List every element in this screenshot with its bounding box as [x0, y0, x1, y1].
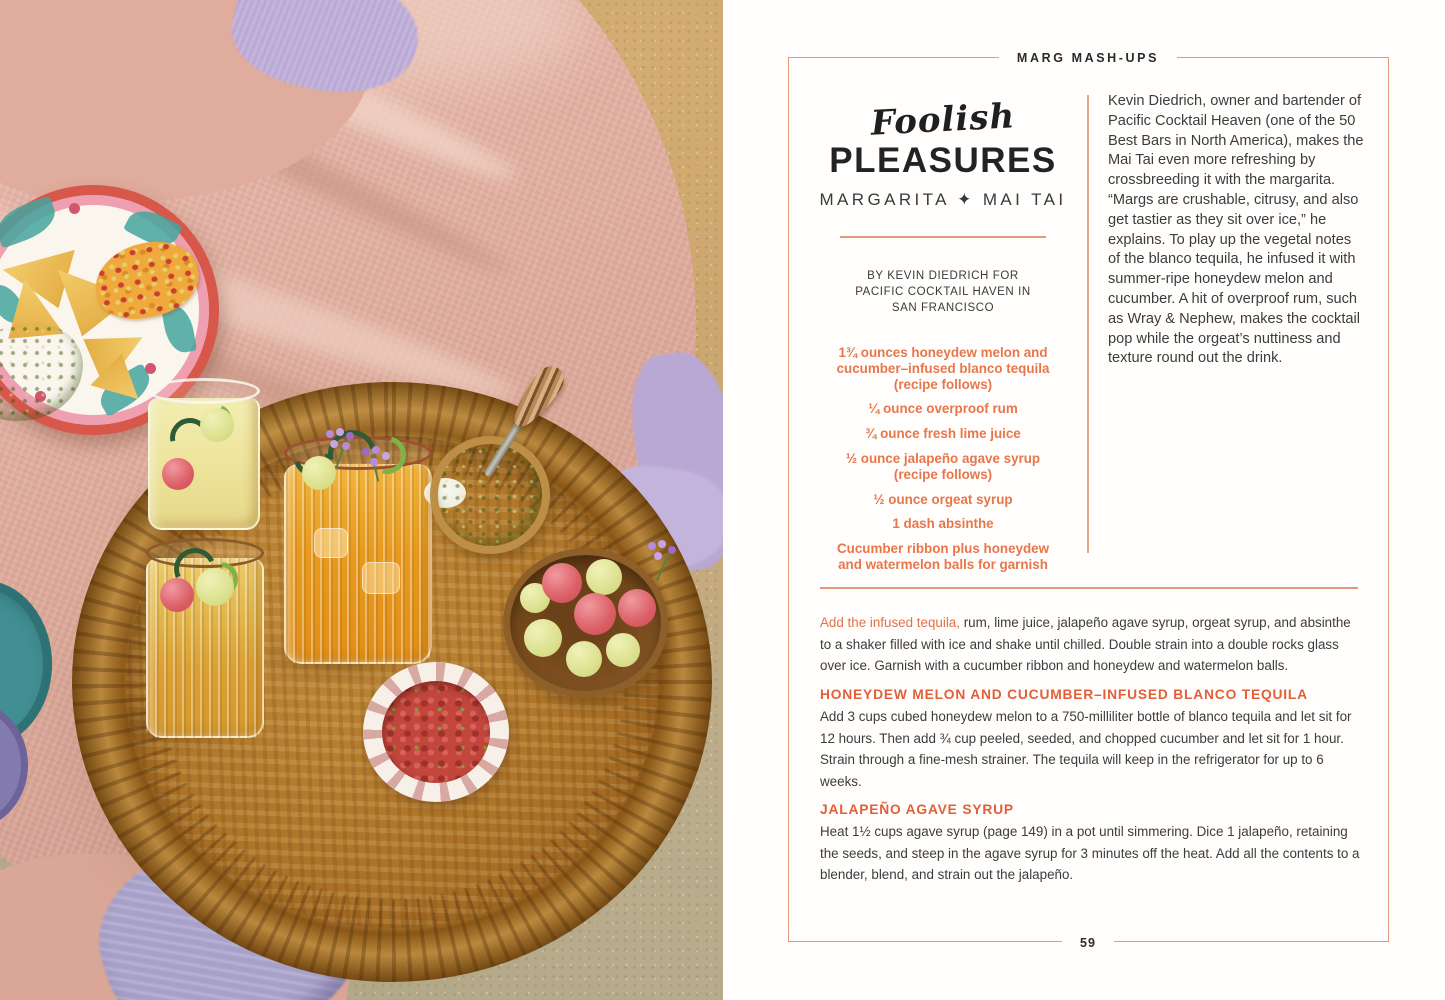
- flower-petal: [362, 448, 370, 456]
- flower-petal: [382, 452, 390, 460]
- byline-line: SAN FRANCISCO: [891, 302, 995, 314]
- page-number: 59: [1062, 936, 1114, 950]
- instructions-lead: Add the infused tequila,: [820, 615, 960, 630]
- watermelon-salsa-dish: [363, 662, 509, 802]
- flower-petal: [372, 446, 380, 454]
- byline: [815, 268, 1071, 316]
- page-header: MARG MASH-UPS: [999, 51, 1177, 65]
- glass-rim: [148, 378, 260, 404]
- byline-line: BY KEVIN DIEDRICH FOR: [867, 270, 1019, 282]
- ingredient-list: [824, 345, 1062, 573]
- watermelon-ball: [618, 589, 656, 627]
- byline-line: PACIFIC COCKTAIL HAVEN IN: [855, 286, 1031, 298]
- flower-petal: [326, 430, 334, 438]
- ingredient-item: Cucumber ribbon plus honeydew and watermelon balls for garnish: [836, 541, 1050, 572]
- purple-flower-cluster: [360, 446, 396, 486]
- plate-flower-dot: [145, 363, 156, 374]
- title-script: Foolish: [869, 96, 1017, 144]
- instructions-paragraph: [820, 612, 1360, 677]
- watermelon-ball: [574, 593, 616, 635]
- cocktail-glass-orange: [284, 442, 432, 664]
- cocktail-glass-pale: [148, 382, 260, 530]
- subrecipe-body-tequila: Add 3 cups cubed honeydew melon to a 750-milliliter bottle of blanco tequila and let sit for 12 hours. Then add ¾ cup peeled, seeded, and chopped cucumber and let sit for 1 hour. Strain through a fine-mesh strainer. The tequila will keep in the refrigerator for up to 6 weeks.: [820, 709, 1352, 789]
- honeydew-ball: [200, 408, 234, 442]
- recipe-title-column: [815, 96, 1071, 582]
- section-rule: [820, 587, 1358, 589]
- ingredient-item: ¾ ounce fresh lime juice: [865, 426, 1021, 442]
- flower-petal: [648, 542, 656, 550]
- flower-petal: [346, 432, 354, 440]
- flower-petal: [658, 540, 666, 548]
- honeydew-ball: [196, 568, 234, 606]
- glass-ribs: [284, 464, 432, 664]
- ingredient-item: ½ ounce jalapeño agave syrup (recipe follows): [845, 450, 1041, 482]
- title-subtitle: MARGARITA ✦ MAI TAI: [819, 190, 1067, 209]
- watermelon-ball: [162, 458, 194, 490]
- flower-petal: [336, 428, 344, 436]
- ice-cube: [362, 562, 400, 594]
- subrecipe-heading-tequila: HONEYDEW MELON AND CUCUMBER–INFUSED BLANCO TEQUILA: [820, 687, 1308, 702]
- watermelon-ball: [160, 578, 194, 612]
- honeydew-ball: [566, 641, 602, 677]
- watermelon-salsa: [382, 681, 490, 783]
- flower-petal: [654, 552, 662, 560]
- ice-cube: [314, 528, 348, 558]
- title-main: PLEASURES: [829, 141, 1057, 180]
- column-divider: [1087, 95, 1089, 553]
- subrecipe-heading-syrup: JALAPEÑO AGAVE SYRUP: [820, 802, 1014, 817]
- guacamole-on-plate: [0, 323, 83, 421]
- instructions-rest: rum, lime juice, jalapeño agave syrup, orgeat syrup, and absinthe to a shaker filled with ice and shake until chilled. Double strain into a double rocks glass over ice. Garnish with a cucumber ribbon and honeydew and watermelon balls.: [820, 615, 1351, 673]
- guacamole-bowl: [430, 436, 550, 554]
- flower-petal: [342, 442, 350, 450]
- plate-flower-dot: [69, 203, 80, 214]
- flower-petal: [668, 546, 676, 554]
- recipe-page: [723, 0, 1445, 1000]
- honeydew-ball: [524, 619, 562, 657]
- intro-paragraph: Kevin Diedrich, owner and bartender of Pacific Cocktail Heaven (one of the 50 Best Bars in North America), makes the Mai Tai even more refreshing by crossbreeding it with the margarita. “Margs are crushable, citrusy, and also get tastier as they sit over ice,” he explains. To play up the vegetal notes of the blanco tequila, he infused it with summer-ripe honeydew melon and cucumber. A hit of overproof rum, such as Wray & Nephew, makes the cocktail pop while the orgeat’s nuttiness and texture round out the drink.: [1108, 93, 1364, 367]
- watermelon-ball: [542, 563, 582, 603]
- ingredient-item: ¼ ounce overproof rum: [868, 401, 1018, 417]
- flower-petal: [330, 440, 338, 448]
- purple-flower-cluster: [642, 540, 682, 586]
- subrecipe-body-syrup: Heat 1½ cups agave syrup (page 149) in a pot until simmering. Dice 1 jalapeño, retaining the seeds, and steep in the agave syrup for 3 minutes off the heat. Add all the contents to a blender, blend, and strain out the jalapeño.: [820, 824, 1360, 882]
- ingredient-item: 1 dash absinthe: [892, 516, 994, 532]
- honeydew-ball: [606, 633, 640, 667]
- ingredient-item: 1¾ ounces honeydew melon and cucumber–infused blanco tequila (recipe follows): [836, 345, 1050, 392]
- ingredient-item: ½ ounce orgeat syrup: [873, 491, 1013, 507]
- cocktail-glass-ribbed: [146, 540, 264, 738]
- purple-flower-cluster: [322, 428, 362, 472]
- honeydew-ball: [586, 559, 622, 595]
- title-rule: [840, 236, 1046, 238]
- flower-petal: [370, 458, 378, 466]
